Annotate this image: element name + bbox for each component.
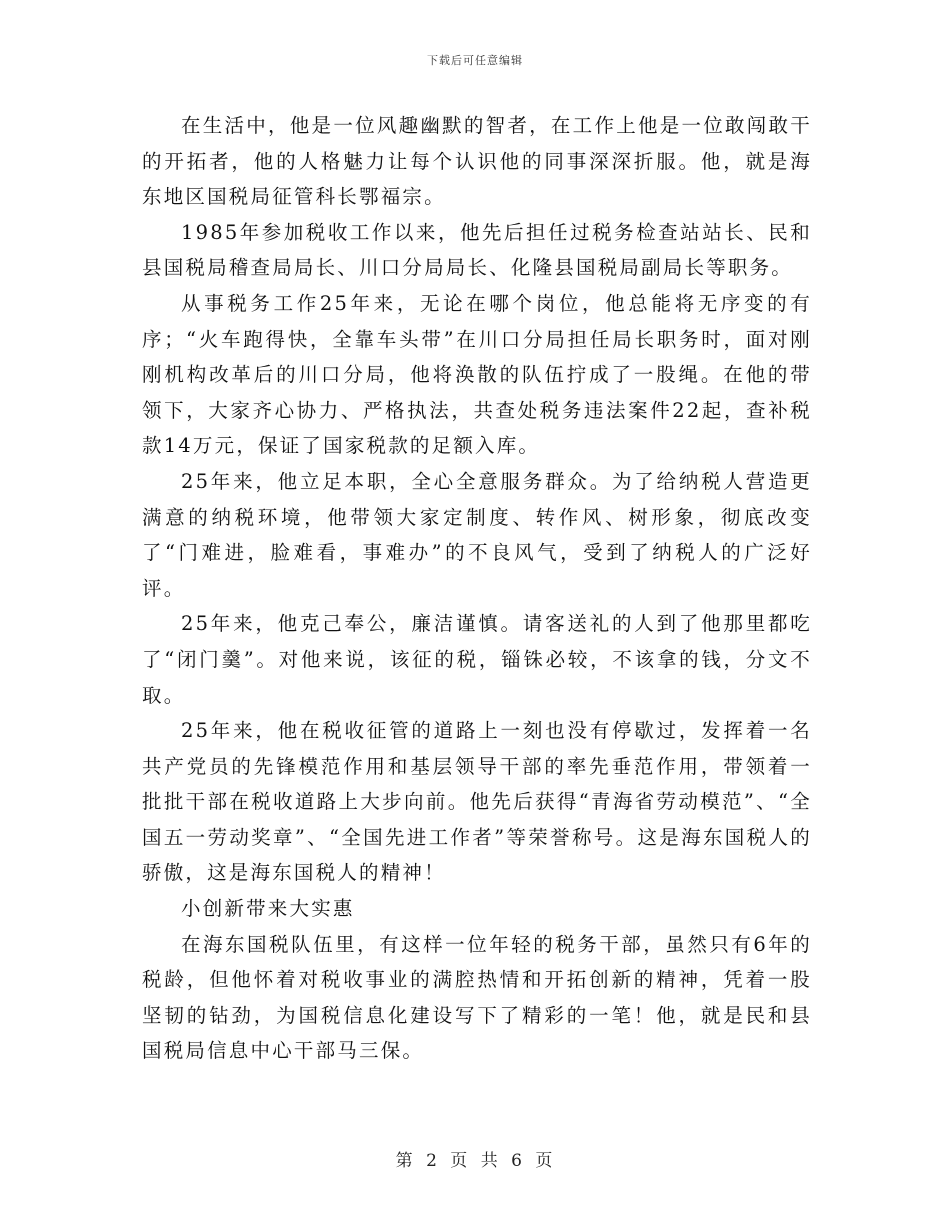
paragraph-7: 在海东国税队伍里，有这样一位年轻的税务干部，虽然只有6年的税龄，但他怀着对税收事业的满腔热情和开拓创新的精神，凭着一股坚韧的钻劲，为国税信息化建设写下了精彩的一笔！他，就是民和县国税局信息中心干部马三保。 — [142, 932, 812, 1063]
document-body — [142, 108, 812, 1069]
paragraph-4: 25年来，他立足本职，全心全意服务群众。为了给纳税人营造更满意的纳税环境，他带领大家定制度、转作风、树形象，彻底改变了“门难进，脸难看，事难办”的不良风气，受到了纳税人的广泛好评。 — [142, 469, 812, 600]
paragraph-3: 从事税务工作25年来，无论在哪个岗位，他总能将无序变的有序；“火车跑得快，全靠车头带”在川口分局担任局长职务时，面对刚刚机构改革后的川口分局，他将涣散的队伍拧成了一股绳。在他的带领下，大家齐心协力、严格执法，共查处税务违法案件22起，查补税款14万元，保证了国家税款的足额入库。 — [142, 291, 812, 458]
paragraph-1: 在生活中，他是一位风趣幽默的智者，在工作上他是一位敢闯敢干的开拓者，他的人格魅力让每个认识他的同事深深折服。他，就是海东地区国税局征管科长鄂福宗。 — [142, 114, 812, 209]
page-header: 下载后可任意编辑 — [427, 54, 523, 67]
section-subheading: 小创新带来大实惠 — [181, 897, 355, 921]
page-footer: 第 2 页 共 6 页 — [395, 1151, 555, 1171]
paragraph-2: 1985年参加税收工作以来，他先后担任过税务检查站站长、民和县国税局稽查局局长、川口分局局长、化隆县国税局副局长等职务。 — [142, 220, 812, 280]
paragraph-6: 25年来，他在税收征管的道路上一刻也没有停歇过，发挥着一名共产党员的先锋模范作用和基层领导干部的率先垂范作用，带领着一批批干部在税收道路上大步向前。他先后获得“青海省劳动模范”、“全国五一劳动奖章”、“全国先进工作者”等荣誉称号。这是海东国税人的骄傲，这是海东国税人的精神！ — [142, 719, 812, 885]
paragraph-5: 25年来，他克己奉公，廉洁谨慎。请客送礼的人到了他那里都吃了“闭门羹”。对他来说，该征的税，锱铢必较，不该拿的钱，分文不取。 — [142, 612, 812, 707]
